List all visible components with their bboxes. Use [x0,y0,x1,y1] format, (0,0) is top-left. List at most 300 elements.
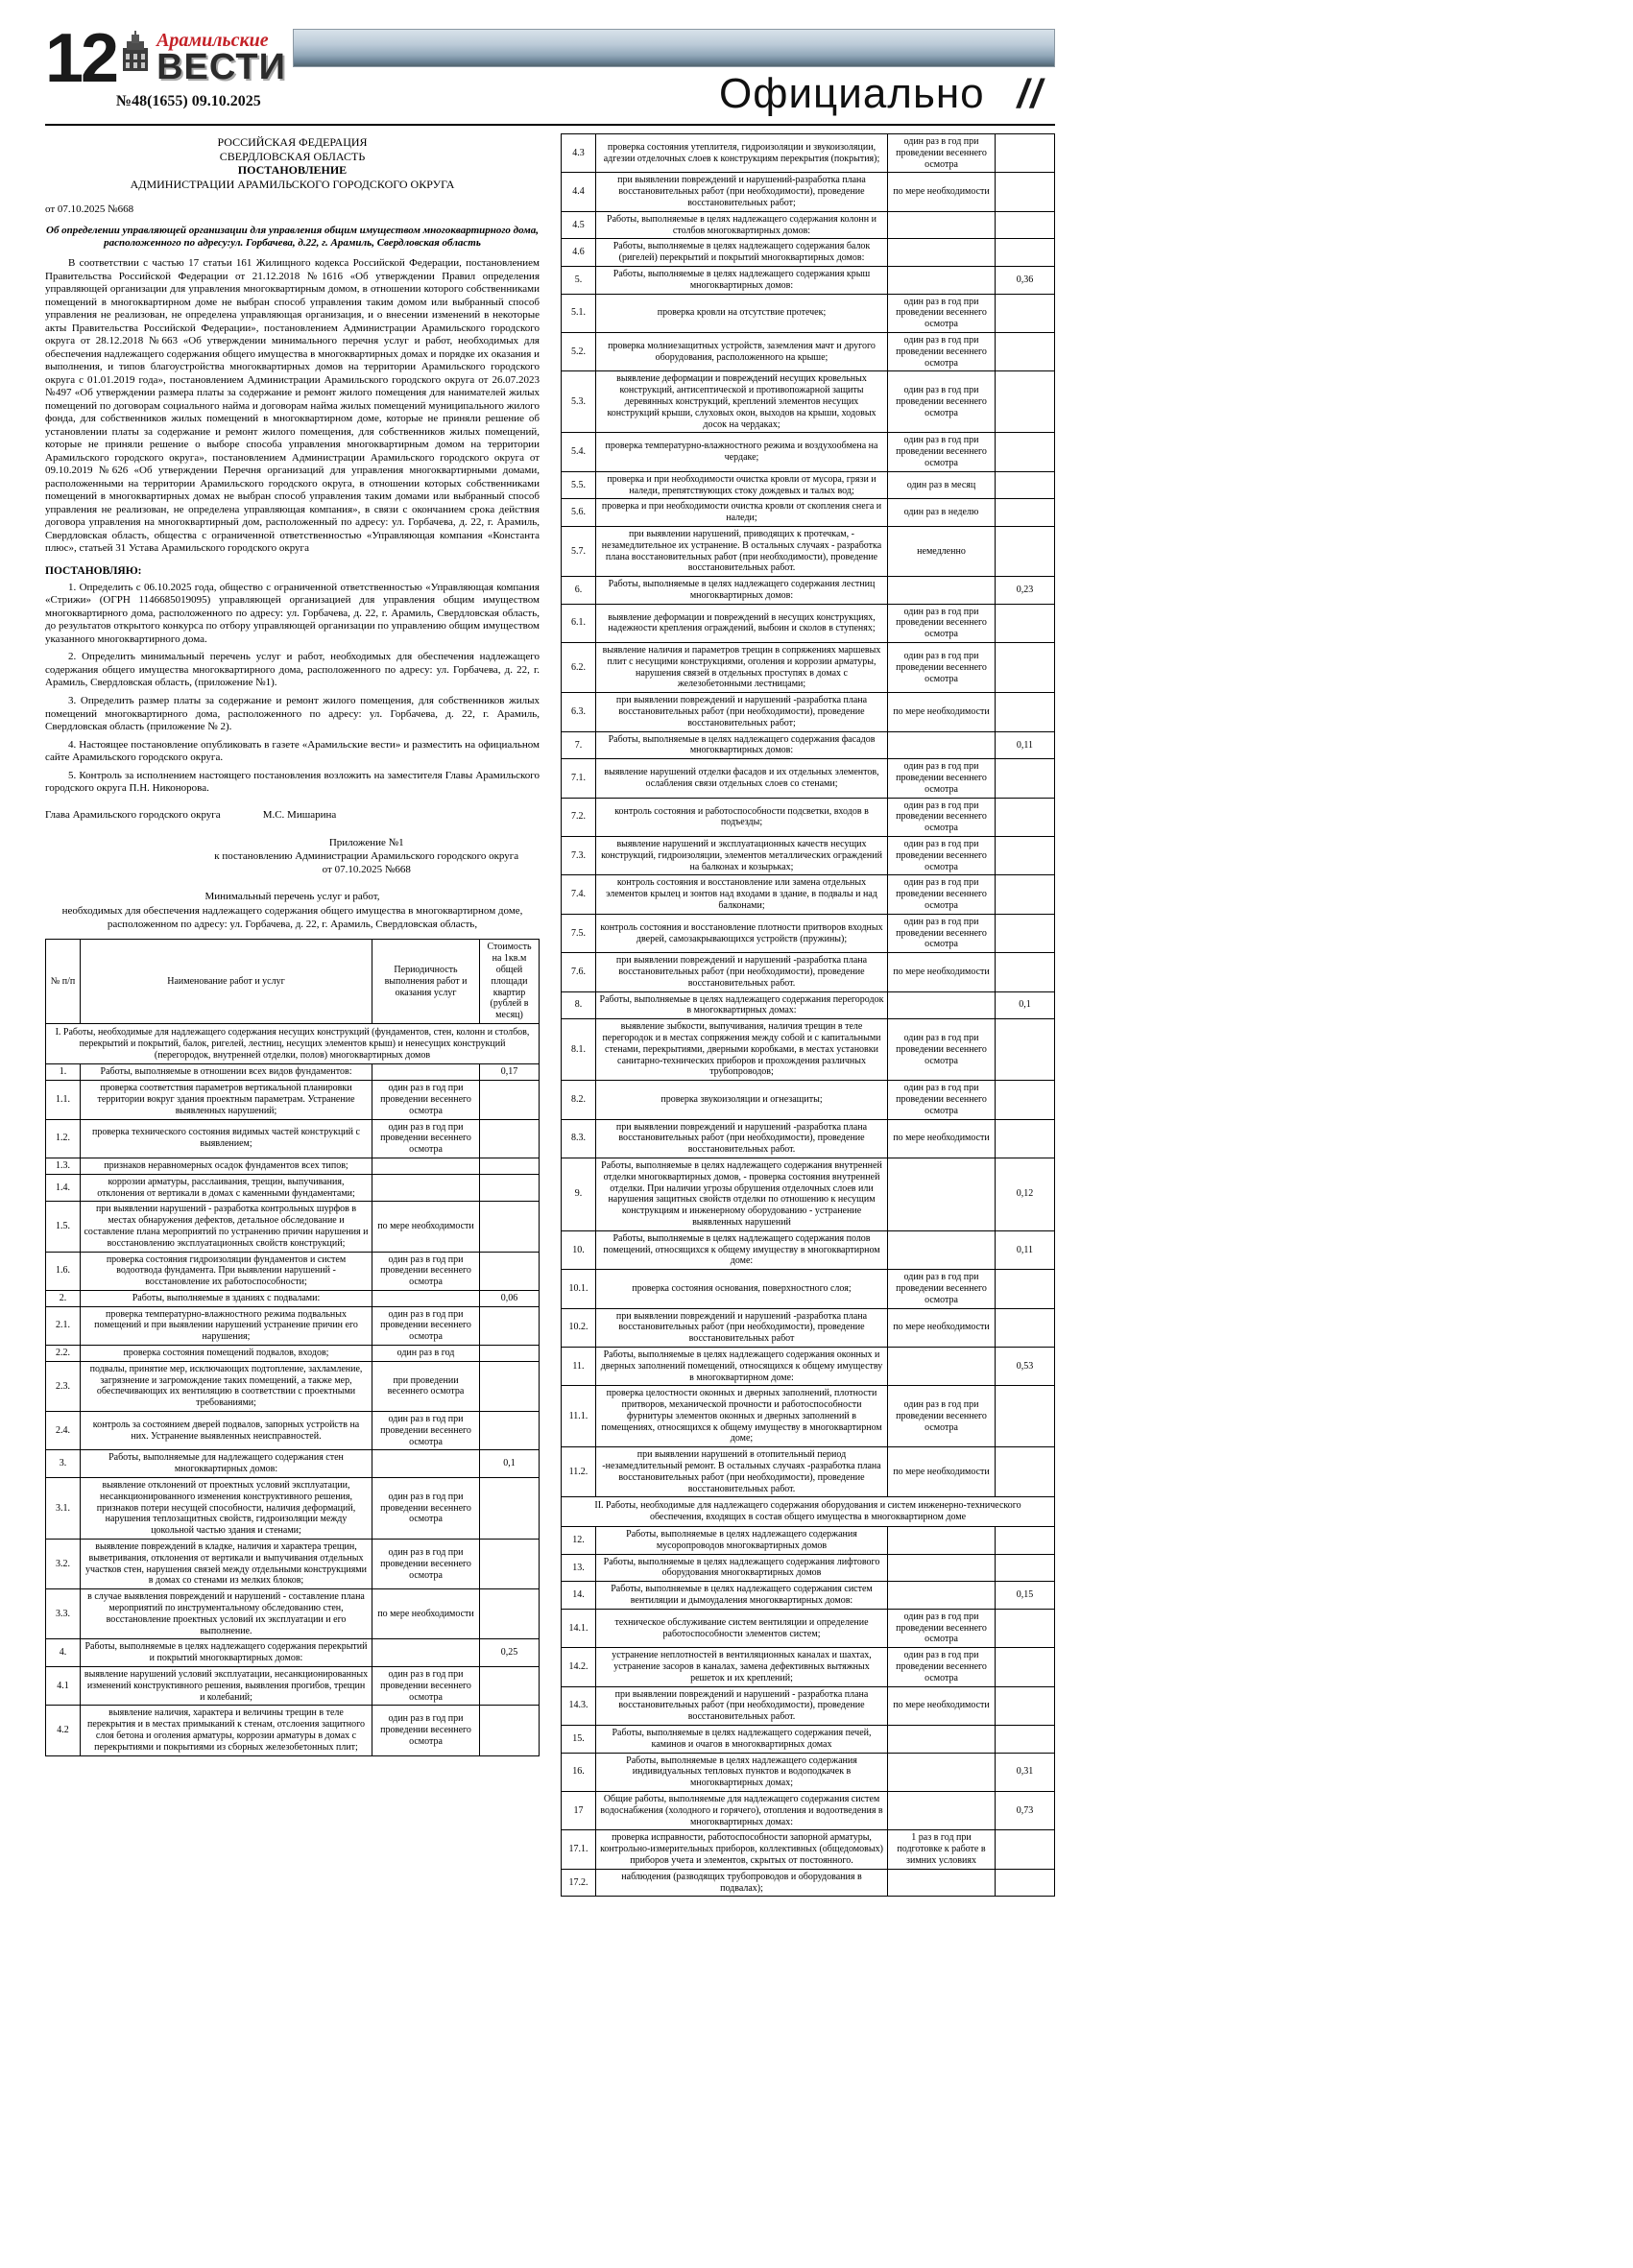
cell-period: один раз в год при проведении весеннего осмотра [888,433,996,471]
cell-num: 1.1. [46,1081,81,1119]
cell-num: 7.2. [562,798,596,836]
cell-period [888,731,996,759]
cell-period: один раз в год при проведении весеннего осмотра [372,1706,480,1755]
cell-num: 7.5. [562,914,596,952]
table-row [562,1554,1055,1582]
cell-period: один раз в год при проведении весеннего осмотра [888,914,996,952]
cell-cost [480,1667,540,1706]
cell-cost [996,1527,1055,1555]
table-row [562,371,1055,433]
cell-name: проверка технического состояния видимых частей конструкций с выявлением; [81,1119,372,1158]
cell-period [888,991,996,1019]
cell-name: проверка целостности оконных и дверных заполнений, плотности притворов, механической прочности и работоспособности фурнитуры элементов оконных и дверных заполнений в помещениях, относящихся к общему имуществу в многоквартирном доме; [596,1386,888,1447]
works-table-right [561,133,1055,1897]
resolve-heading: ПОСТАНОВЛЯЮ: [45,564,142,577]
cell-cost [996,914,1055,952]
cell-period: один раз в год при проведении весеннего осмотра [888,294,996,332]
cell-num: 5.4. [562,433,596,471]
cell-num: 4.6 [562,239,596,267]
cell-name: наблюдения (разводящих трубопроводов и оборудования в подвалах); [596,1869,888,1897]
cell-name: Работы, выполняемые в целях надлежащего содержания колонн и столбов многоквартирных домов: [596,211,888,239]
cell-period: по мере необходимости [372,1202,480,1252]
cell-name: при выявлении повреждений и нарушений - разработка плана восстановительных работ (при необходимости), проведение восстановительных работ. [596,1686,888,1725]
cell-cost [996,693,1055,731]
cell-period: один раз в год при проведении весеннего осмотра [888,643,996,693]
cell-period [372,1064,480,1081]
annex-line: к постановлению Администрации Арамильского городского округа [214,849,519,862]
cell-period [888,1869,996,1897]
cell-name: выявление отклонений от проектных условий эксплуатации, несанкционированного изменения конструктивного решения, признаков потери несущей способности, наличия деформаций, нарушения теплозащитных свойств, гидроизоляции между цокольной частью здания и стенами; [81,1478,372,1540]
cell-period: по мере необходимости [888,1447,996,1497]
cell-cost [996,837,1055,875]
cell-period: один раз в год при проведении весеннего осмотра [372,1540,480,1589]
table-row [46,1202,540,1252]
cell-period: один раз в год при проведении весеннего осмотра [888,1609,996,1647]
cell-cost [996,1648,1055,1686]
cell-name: контроль состояния и восстановление или замена отдельных элементов крылец и зонтов над входами в здание, в подвалы и над балконами; [596,875,888,914]
table-row [562,1648,1055,1686]
annex-line: от 07.10.2025 №668 [322,864,411,876]
cell-cost [996,953,1055,991]
cell-num: 14.3. [562,1686,596,1725]
cell-name: проверка состояния гидроизоляции фундаментов и систем водоотвода фундамента. При выявлении нарушений - восстановление их работоспособности; [81,1252,372,1290]
cell-name: выявление наличия, характера и величины трещин в теле перекрытия и в местах примыканий к стенам, отслоения защитного слоя бетона и оголения арматуры, коррозии арматуры в домах с перекрытиями и покрытиями из сборных железобетонных плит; [81,1706,372,1755]
cell-num: 11.2. [562,1447,596,1497]
cell-num: 13. [562,1554,596,1582]
masthead [45,20,1055,121]
cell-cost [480,1158,540,1174]
cell-cost [480,1174,540,1202]
document-type: ПОСТАНОВЛЕНИЕ [237,163,348,178]
cell-num: 14.2. [562,1648,596,1686]
table-intro [45,890,540,931]
cell-num: 7.4. [562,875,596,914]
table-row [562,1726,1055,1754]
cell-cost [996,1726,1055,1754]
cell-name: признаков неравномерных осадок фундаментов всех типов; [81,1158,372,1174]
cell-num: 4.5 [562,211,596,239]
cell-name: выявление повреждений в кладке, наличия и характера трещин, выветривания, отклонения от вертикали и выпучивания отдельных участков стен, нарушения связей между отдельными конструкциями в домах со стенами из мелких блоков; [81,1540,372,1589]
cell-cost [996,643,1055,693]
table-row [562,1792,1055,1830]
cell-cost: 0,1 [996,991,1055,1019]
cell-cost [996,1386,1055,1447]
cell-name: Работы, выполняемые в отношении всех видов фундаментов: [81,1064,372,1081]
cell-num: 5.6. [562,499,596,527]
table-row [46,1346,540,1362]
cell-cost [996,526,1055,576]
cell-num: 4. [46,1639,81,1667]
intro-line: расположенном по адресу: ул. Горбачева, д. 22, г. Арамиль, Свердловская область, [107,919,478,931]
cell-num: 1. [46,1064,81,1081]
table-row [46,1361,540,1411]
cell-period: один раз в год при проведении весеннего осмотра [888,332,996,370]
right-column [561,133,1055,1897]
cell-period: один раз в год при проведении весеннего осмотра [888,759,996,798]
cell-num: 5.7. [562,526,596,576]
cell-period [372,1290,480,1306]
cell-period: один раз в год при проведении весеннего осмотра [888,1081,996,1119]
table-row [562,1270,1055,1308]
cell-cost [996,1447,1055,1497]
cell-name: Работы, выполняемые в целях надлежащего содержания перегородок в многоквартирных домах: [596,991,888,1019]
cell-period [372,1158,480,1174]
cell-name: выявление деформации и повреждений в несущих конструкциях, надежности крепления ограждений, выбоин и сколов в ступенях; [596,604,888,642]
table-row [562,1582,1055,1610]
table-row [562,577,1055,605]
cell-num: 14.1. [562,1609,596,1647]
cell-name: Работы, выполняемые в целях надлежащего содержания печей, каминов и очагов в многоквартирных домах [596,1726,888,1754]
cell-name: выявление наличия и параметров трещин в сопряжениях маршевых плит с несущими конструкциями, оголения и коррозии арматуры, нарушения связей в отдельных проступях в домах с железобетонными лестницами; [596,643,888,693]
table-row [562,1686,1055,1725]
cell-name: проверка кровли на отсутствие протечек; [596,294,888,332]
cell-cost [996,173,1055,211]
cell-cost [996,1609,1055,1647]
table-row [562,1609,1055,1647]
masthead-right [293,29,1055,121]
cell-cost: 0,15 [996,1582,1055,1610]
cell-name: проверка состояния утеплителя, гидроизоляции и звукоизоляции, адгезии отделочных слоев к конструкциям перекрытия (покрытия); [596,134,888,173]
cell-name: при выявлении повреждений и нарушений -разработка плана восстановительных работ (при необходимости), проведение восстановительных работ. [596,953,888,991]
table-row [46,1174,540,1202]
cell-cost [996,798,1055,836]
signature-line [45,809,540,821]
cell-num: 14. [562,1582,596,1610]
cell-name: Работы, выполняемые в целях надлежащего содержания систем вентиляции и дымоудаления многоквартирных домов: [596,1582,888,1610]
table-row [562,1019,1055,1081]
cell-period: один раз в год при проведении весеннего осмотра [372,1306,480,1345]
table-row [562,1119,1055,1158]
table-section-row [562,1497,1055,1527]
table-row [46,1639,540,1667]
cell-name: Работы, выполняемые в целях надлежащего содержания лифтового оборудования многоквартирных домов [596,1554,888,1582]
cell-name: в случае выявления повреждений и нарушений - составление плана мероприятий по инструментальному обследованию стен, восстановление проектных условий их эксплуатации и его выполнение. [81,1589,372,1639]
resolve-item: 5. Контроль за исполнением настоящего постановления возложить на заместителя Главы Арамильского городского округа П.Н. Никонорова. [45,769,540,795]
cell-cost [996,1308,1055,1347]
table-row [562,1347,1055,1385]
page-number: 12 [45,20,117,97]
table-row [562,604,1055,642]
header-name: Наименование работ и услуг [81,940,372,1024]
table-row [562,1081,1055,1119]
cell-num: 11. [562,1347,596,1385]
cell-num: 1.6. [46,1252,81,1290]
intro-line: Минимальный перечень услуг и работ, [204,891,380,903]
cell-period: один раз в год при проведении весеннего осмотра [888,1270,996,1308]
cell-name: Работы, выполняемые в целях надлежащего содержания индивидуальных тепловых пунктов и водоподкачек в многоквартирных домах; [596,1753,888,1791]
cell-name: Общие работы, выполняемые для надлежащего содержания систем водоснабжения (холодного и горячего), отопления и водоотведения в многоквартирных домах: [596,1792,888,1830]
header-cost: Стоимость на 1кв.м общей площади квартир (рублей в месяц) [480,940,540,1024]
cell-cost [996,332,1055,370]
cell-name: проверка соответствия параметров вертикальной планировки территории вокруг здания проектным параметрам. Устранение выявленных нарушений; [81,1081,372,1119]
cell-period: один раз в год при проведении весеннего осмотра [888,837,996,875]
cell-period [888,266,996,294]
table-row [562,991,1055,1019]
cell-name: техническое обслуживание систем вентиляции и определение работоспособности элементов систем; [596,1609,888,1647]
signature-name: М.С. Мишарина [262,808,337,821]
cell-period [888,1792,996,1830]
table-row [562,433,1055,471]
cell-num: 6.3. [562,693,596,731]
cell-period: по мере необходимости [888,173,996,211]
cell-period [372,1639,480,1667]
cell-num: 17.1. [562,1830,596,1869]
cell-name: проверка и при необходимости очистка кровли от мусора, грязи и наледи, препятствующих стоку дождевых и талых вод; [596,471,888,499]
cell-name: при выявлении нарушений - разработка контрольных шурфов в местах обнаружения дефектов, детальное обследование и составление плана мероприятий по устранению причин нарушения и восстановлению эксплуатационных свойств конструкций; [81,1202,372,1252]
section-title: Официально [719,70,985,117]
cell-name: при выявлении нарушений в отопительный период -незамедлительный ремонт. В остальных случаях -разработка плана восстановительных работ (при необходимости), проведение восстановительных работ. [596,1447,888,1497]
cell-name: устранение неплотностей в вентиляционных каналах и шахтах, устранение засоров в каналах, замена дефективных вытяжных решеток и их креплений; [596,1648,888,1686]
cell-cost [480,1202,540,1252]
cell-num: 3.1. [46,1478,81,1540]
table-row [562,1447,1055,1497]
cell-num: 2.2. [46,1346,81,1362]
table-row [46,1158,540,1174]
cell-num: 1.2. [46,1119,81,1158]
section-label: II. Работы, необходимые для надлежащего содержания оборудования и систем инженерно-технического обеспечения, входящих в состав общего имущества в многоквартирном доме [562,1497,1055,1527]
cell-name: подвалы, принятие мер, исключающих подтопление, захламление, загрязнение и загромождение таких помещений, а также мер, обеспечивающих их вентиляцию в соответствии с проектными требованиями; [81,1361,372,1411]
cell-num: 17.2. [562,1869,596,1897]
table-row [562,211,1055,239]
cell-period [888,1554,996,1582]
cell-cost: 0,17 [480,1064,540,1081]
cell-cost [996,875,1055,914]
cell-num: 1.4. [46,1174,81,1202]
table-row [562,1753,1055,1791]
header-divider [45,124,1055,126]
cell-period [888,1726,996,1754]
cell-num: 5.2. [562,332,596,370]
cell-num: 6.1. [562,604,596,642]
cell-cost: 0,31 [996,1753,1055,1791]
cell-cost [480,1540,540,1589]
table-row [46,1450,540,1478]
cell-period [888,1230,996,1269]
table-row [562,266,1055,294]
cell-num: 1.5. [46,1202,81,1252]
cell-cost [996,1019,1055,1081]
cell-cost: 0,73 [996,1792,1055,1830]
resolve-item: 4. Настоящее постановление опубликовать в газете «Арамильские вести» и разместить на официальном сайте Арамильского городского округа. [45,738,540,764]
cell-cost [996,1081,1055,1119]
table-row [562,332,1055,370]
cell-cost: 0,06 [480,1290,540,1306]
cell-cost [480,1361,540,1411]
header-photo [293,29,1055,67]
table-row [562,1386,1055,1447]
cell-period [888,1527,996,1555]
cell-num: 10.2. [562,1308,596,1347]
table-row [46,1081,540,1119]
table-row [562,875,1055,914]
cell-num: 5. [562,266,596,294]
cell-cost [480,1346,540,1362]
cell-cost [480,1706,540,1755]
table-row [46,1119,540,1158]
org-line: РОССИЙСКАЯ ФЕДЕРАЦИЯ [217,135,368,149]
cell-period: один раз в год при проведении весеннего осмотра [372,1252,480,1290]
cell-name: Работы, выполняемые в целях надлежащего содержания внутренней отделки многоквартирных домов, - проверка состояния внутренней отделки. При наличии угрозы обрушения отделочных слоев или нарушения защитных свойств отделки по отношению к несущим конструкциям и инженерному оборудованию - устранение выявленных нарушений [596,1158,888,1230]
table-row [562,134,1055,173]
brand-name-bottom: ВЕСТИ [156,47,286,87]
cell-cost [996,604,1055,642]
table-row [562,759,1055,798]
left-column [45,133,540,1756]
table-row [46,1306,540,1345]
table-row [46,1064,540,1081]
cell-period: немедленно [888,526,996,576]
cell-name: при выявлении повреждений и нарушений -разработка плана восстановительных работ (при необходимости), проведение восстановительных работ. [596,1119,888,1158]
cell-num: 4.4 [562,173,596,211]
cell-name: проверка звукоизоляции и огнезащиты; [596,1081,888,1119]
table-row [562,173,1055,211]
table-row [46,1478,540,1540]
cell-cost: 0,36 [996,266,1055,294]
cell-period [372,1450,480,1478]
works-table-left [45,939,540,1755]
table-row [46,1252,540,1290]
cell-period: по мере необходимости [888,1686,996,1725]
cell-num: 2.4. [46,1412,81,1450]
cell-cost [996,433,1055,471]
cell-cost [480,1412,540,1450]
cell-num: 10. [562,1230,596,1269]
masthead-logo-block [45,20,293,110]
cell-name: Работы, выполняемые в целях надлежащего содержания полов помещений, относящихся к общему имуществу в многоквартирном доме: [596,1230,888,1269]
cell-period: один раз в год при проведении весеннего осмотра [888,371,996,433]
cell-name: выявление деформации и повреждений несущих кровельных конструкций, антисептической и противопожарной защиты деревянных конструкций, креплений элементов несущих конструкций крыши, слуховых окон, выходов на крыши, ходовых досок на чердаках; [596,371,888,433]
cell-cost [996,134,1055,173]
cell-cost [480,1119,540,1158]
table-row [562,1830,1055,1869]
cell-name: Работы, выполняемые в целях надлежащего содержания крыш многоквартирных домов: [596,266,888,294]
cell-cost [996,471,1055,499]
table-row [562,1527,1055,1555]
cell-period [888,577,996,605]
resolve-item: 2. Определить минимальный перечень услуг и работ, необходимых для обеспечения надлежащего содержания общего имущества многоквартирного дома, расположенного по адресу: ул. Горбачева, д. 22, г. Арамиль, Свердловская область, (приложение №1). [45,651,540,689]
cell-period: один раз в год [372,1346,480,1362]
cell-name: контроль за состоянием дверей подвалов, запорных устройств на них. Устранение выявленных неисправностей. [81,1412,372,1450]
cell-cost [480,1252,540,1290]
cell-num: 3.3. [46,1589,81,1639]
cell-cost [996,1830,1055,1869]
cell-name: проверка состояния помещений подвалов, входов; [81,1346,372,1362]
cell-name: проверка состояния основания, поверхностного слоя; [596,1270,888,1308]
cell-period: один раз в год при проведении весеннего осмотра [372,1119,480,1158]
cell-num: 4.1 [46,1667,81,1706]
table-section-row [46,1023,540,1063]
table-row [46,1540,540,1589]
resolve-item: 1. Определить с 06.10.2025 года, общество с ограниченной ответственностью «Управляющая компания «Стрижи» (ОГРН 1146685019095) управляющей организацией для управления общим имуществом многоквартирного дома, расположенного по адресу: ул. Горбачева, д. 22, г. Арамиль, Свердловская область, до результатов открытого конкурса по отбору управляющей организации по управлению общим имуществом указанного многоквартирного дома. [45,581,540,645]
table-row [562,1869,1055,1897]
cell-name: Работы, выполняемые в целях надлежащего содержания фасадов многоквартирных домов: [596,731,888,759]
cell-cost: 0,11 [996,731,1055,759]
table-header-row [46,940,540,1024]
table-row [562,914,1055,952]
cell-name: проверка и при необходимости очистка кровли от скопления снега и наледи; [596,499,888,527]
section-label: I. Работы, необходимые для надлежащего содержания несущих конструкций (фундаментов, стен, колонн и столбов, перекрытий и покрытий, балок, ригелей, лестниц, несущих элементов крыш) и ненесущих конструкций (перегородок, внутренней отделки, полов) многоквартирных домов [46,1023,540,1063]
cell-num: 15. [562,1726,596,1754]
cell-name: при выявлении повреждений и нарушений-разработка плана восстановительных работ (при необходимости), проведение восстановительных работ; [596,173,888,211]
table-row [562,693,1055,731]
cell-period: один раз в год при проведении весеннего осмотра [888,1386,996,1447]
cell-name: коррозии арматуры, расслаивания, трещин, выпучивания, отклонения от вертикали в домах с каменными фундаментами; [81,1174,372,1202]
cell-num: 8.2. [562,1081,596,1119]
cell-num: 3. [46,1450,81,1478]
masthead-emblem-icon [118,31,153,73]
cell-period: по мере необходимости [888,1119,996,1158]
cell-period: один раз в неделю [888,499,996,527]
cell-cost [480,1081,540,1119]
cell-name: при выявлении повреждений и нарушений -разработка плана восстановительных работ (при необходимости), проведение восстановительных работ [596,1308,888,1347]
table-row [562,294,1055,332]
cell-cost: 0,23 [996,577,1055,605]
cell-period: по мере необходимости [372,1589,480,1639]
table-row [562,1158,1055,1230]
cell-num: 5.3. [562,371,596,433]
cell-num: 17 [562,1792,596,1830]
cell-num: 12. [562,1527,596,1555]
cell-num: 7.1. [562,759,596,798]
cell-period: один раз в год при проведении весеннего осмотра [888,1648,996,1686]
cell-cost: 0,25 [480,1639,540,1667]
cell-name: проверка температурно-влажностного режима и воздухообмена на чердаке; [596,433,888,471]
intro-line: необходимых для обеспечения надлежащего содержания общего имущества в многоквартирном доме, [61,904,523,917]
cell-num: 8.3. [562,1119,596,1158]
cell-num: 8.1. [562,1019,596,1081]
cell-cost [996,1869,1055,1897]
cell-name: Работы, выполняемые в целях надлежащего содержания мусоропроводов многоквартирных домов [596,1527,888,1555]
cell-period: один раз в год при проведении весеннего осмотра [372,1667,480,1706]
resolve-item: 3. Определить размер платы за содержание и ремонт жилого помещения, для собственников жилых помещений многоквартирного дома, расположенного по адресу: ул. Горбачева, д. 22, г. Арамиль, Свердловская область (приложение № 2). [45,694,540,733]
cell-num: 8. [562,991,596,1019]
cell-name: Работы, выполняемые для надлежащего содержания стен многоквартирных домов: [81,1450,372,1478]
cell-cost [480,1589,540,1639]
cell-num: 9. [562,1158,596,1230]
cell-name: проверка исправности, работоспособности запорной арматуры, контрольно-измерительных приборов, коллективных (общедомовых) приборов учета и элементов, скрытых от постоянного. [596,1830,888,1869]
cell-num: 5.1. [562,294,596,332]
table-row [562,499,1055,527]
double-slash-icon: // [1017,71,1044,116]
cell-period [372,1174,480,1202]
cell-period [888,1347,996,1385]
issue-number: №48(1655) 09.10.2025 [116,93,261,110]
document-date-number: от 07.10.2025 №668 [45,203,134,215]
cell-name: Работы, выполняемые в целях надлежащего содержания лестниц многоквартирных домов: [596,577,888,605]
cell-period: по мере необходимости [888,1308,996,1347]
cell-cost [996,1270,1055,1308]
cell-cost [480,1478,540,1540]
table-row [46,1667,540,1706]
cell-period: при проведении весеннего осмотра [372,1361,480,1411]
document-preamble: В соответствии с частью 17 статьи 161 Жилищного кодекса Российской Федерации, постановлением Правительства Российской Федерации от 21.12.2018 №1616 «Об утверждении Правил определения управляющей организации для управления многоквартирным домом, в отношении которого собственниками помещений в многоквартирном доме не выбран способ управления таким домом или выбранный способ управления не реализован, не определена управляющая организация, и о внесении изменений в некоторые акты Правительства Российской Федерации», постановлением Администрации Арамильского городского округа от 28.12.2018 №663 «Об утверждении минимального перечня услуг и работ, необходимых для обеспечения надлежащего содержания общего имущества в многоквартирных домах и порядке их оказания и выполнения, и типов благоустройства многоквартирных домов на территории Арамильского городского округа с 01.01.2019 года», постановлением Администрации Арамильского городского округа от 26.07.2023 №497 «Об утверждении размера платы за содержание и ремонт жилого помещения для нанимателей жилых помещений по договорам социального найма и договорам найма жилых помещений муниципального жилого фонда, для собственников жилых помещений в многоквартирном доме, которые не приняли решение об установлении платы за содержание и ремонт жилого помещения, для собственников жилых помещений, которые не приняли решение о выборе способа управления многоквартирным домом на территории Арамильского городского округа», постановлением Администрации Арамильского городского округа от 09.10.2019 №626 «Об утверждении Перечня организаций для управления многоквартирными домами, расположенными на территории Арамильского городского округа, в отношении которых собственниками помещений в многоквартирных домах не выбран способ управления таким домами или выбранный способ управления не реализован, не определена управляющая компания», в связи с окончанием срока действия договора управления на многоквартирный дом, расположенный по адресу: ул. Горбачева, д. 22, г. Арамиль, Свердловская область, общества с ограниченной ответственностью «Управляющая компания «Константа плюс», статьей 31 Устава Арамильского городского округа [45,257,540,555]
cell-period [888,1582,996,1610]
table-row [46,1412,540,1450]
cell-period: один раз в год при проведении весеннего осмотра [888,604,996,642]
cell-name: Работы, выполняемые в целях надлежащего содержания перекрытий и покрытий многоквартирных домов: [81,1639,372,1667]
cell-num: 10.1. [562,1270,596,1308]
cell-period: один раз в год при проведении весеннего осмотра [372,1081,480,1119]
table-row [562,239,1055,267]
cell-name: выявление зыбкости, выпучивания, наличия трещин в теле перегородок и в местах сопряжения между собой и с капитальными стенами, перекрытиями, дверными коробками, в местах установки санитарно-технических приборов и прохождения различных трубопроводов; [596,1019,888,1081]
table-row [562,643,1055,693]
cell-num: 11.1. [562,1386,596,1447]
table-row [562,1308,1055,1347]
cell-period: по мере необходимости [888,953,996,991]
cell-num: 2.1. [46,1306,81,1345]
table-row [562,953,1055,991]
cell-name: выявление нарушений условий эксплуатации, несанкционированных изменений конструктивного решения, выявления прогибов, трещин и колебаний; [81,1667,372,1706]
